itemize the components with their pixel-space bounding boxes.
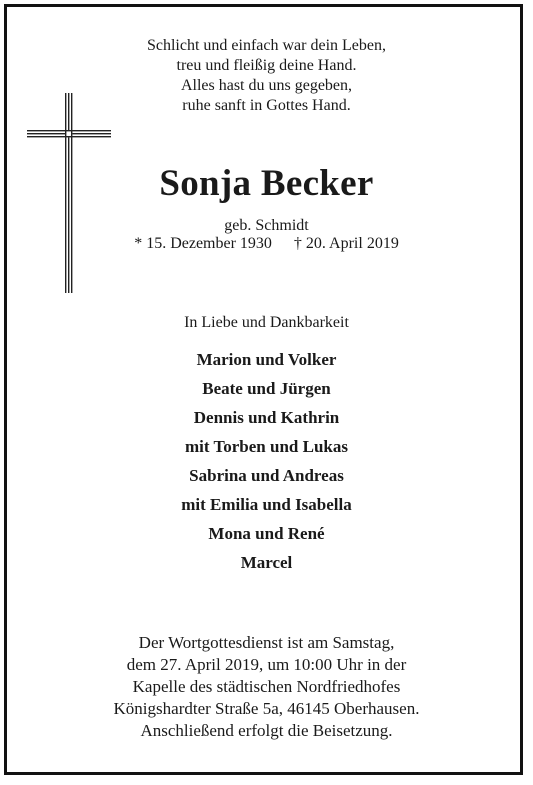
poem-line: ruhe sanft in Gottes Hand. [182,97,351,114]
service-line: Königshardter Straße 5a, 46145 Oberhausen. [113,699,420,718]
mourner-name: Beate und Jürgen [202,379,331,398]
mourner-name: mit Emilia und Isabella [181,495,352,514]
death-date: † 20. April 2019 [293,235,399,252]
mourners-intro: In Liebe und Dankbarkeit [184,314,349,331]
mourners-list [0,345,533,577]
deceased-name: Sonja Becker [159,163,374,204]
poem-line: Schlicht und einfach war dein Leben, [146,37,387,54]
birth-date: * 15. Dezember 1930 [134,235,272,252]
mourner-name: Dennis und Kathrin [193,408,340,427]
service-line: Kapelle des städtischen Nordfriedhofes [132,677,401,696]
poem-line: treu und fleißig deine Hand. [176,57,357,74]
maiden-name: geb. Schmidt [224,217,309,234]
mourner-name: Marion und Volker [196,350,337,369]
life-dates [0,234,533,254]
service-line: Anschließend erfolgt die Beisetzung. [140,721,393,740]
mourner-name: Mona und René [208,524,325,543]
service-announcement [0,632,533,742]
service-line: Der Wortgottesdienst ist am Samstag, [138,633,395,652]
mourner-name: Marcel [240,553,293,572]
poem-line: Alles hast du uns gegeben, [180,77,353,94]
service-line: dem 27. April 2019, um 10:00 Uhr in der [126,655,407,674]
mourner-name: mit Torben und Lukas [185,437,348,456]
mourner-name: Sabrina und Andreas [189,466,344,485]
